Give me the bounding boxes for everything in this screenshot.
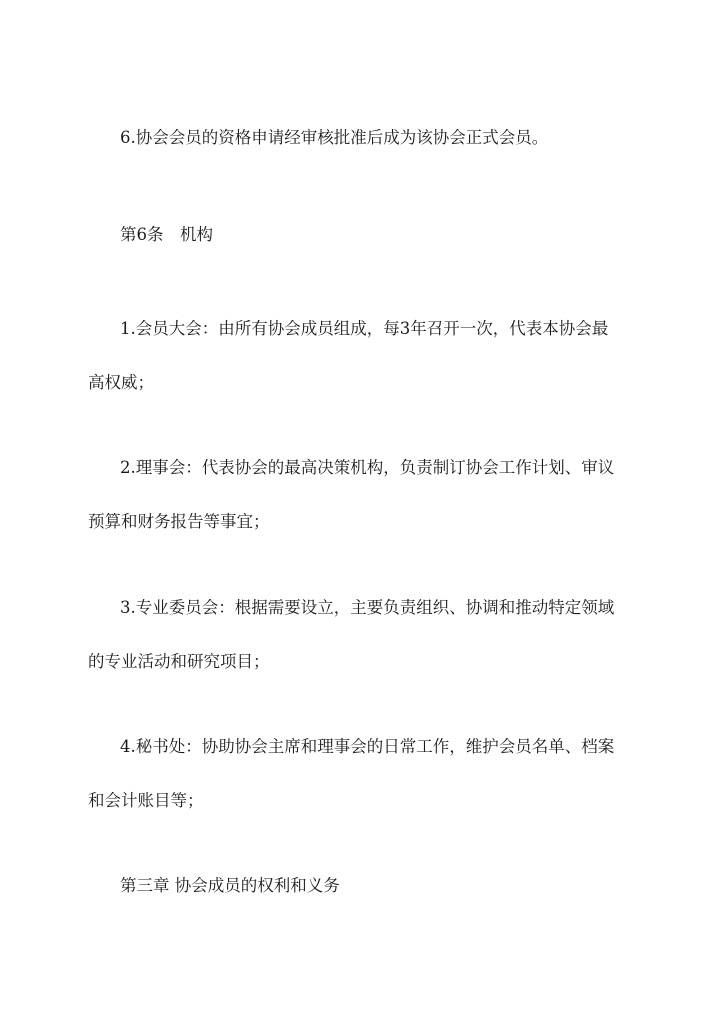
paragraph-item-6 <box>88 111 634 165</box>
chapter-heading <box>88 859 634 913</box>
paragraph-council <box>88 441 634 549</box>
paragraph-line: 1.会员大会：由所有协会成员组成，每3年召开一次，代表本协会最 <box>120 319 609 338</box>
paragraph-line: 3.专业委员会：根据需要设立，主要负责组织、协调和推动特定领域 <box>120 598 615 617</box>
paragraph-line: 第6条 机构 <box>120 225 213 244</box>
paragraph-line: 高权威； <box>88 373 154 392</box>
paragraph-general-assembly <box>88 302 634 410</box>
paragraph-line: 6.协会会员的资格申请经审核批准后成为该协会正式会员。 <box>120 128 549 147</box>
paragraph-line: 预算和财务报告等事宜； <box>88 512 270 531</box>
paragraph-line: 的专业活动和研究项目； <box>88 652 270 671</box>
paragraph-line: 和会计账目等； <box>88 791 204 810</box>
article-heading <box>88 208 634 262</box>
paragraph-line: 第三章 协会成员的权利和义务 <box>120 876 340 895</box>
paragraph-line: 4.秘书处：协助协会主席和理事会的日常工作，维护会员名单、档案 <box>120 737 615 756</box>
paragraph-committee <box>88 581 634 689</box>
paragraph-line: 2.理事会：代表协会的最高决策机构，负责制订协会工作计划、审议 <box>120 458 615 477</box>
paragraph-secretariat <box>88 720 634 828</box>
